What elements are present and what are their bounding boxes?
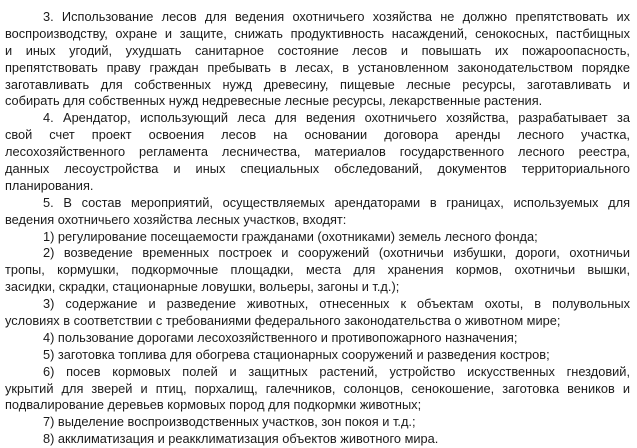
- paragraph-4: [5, 110, 630, 194]
- text-line: воспроизводству, охране и защите, снижать продуктивность насаждений, сенокосных, пастбищных: [5, 25, 630, 41]
- text-line: и иных угодий, ухудшать санитарное состояние лесов и повышать их пожароопасность,: [5, 42, 630, 58]
- text-line: свой счет проект освоения лесов на основании договора аренды лесного участка,: [5, 127, 630, 143]
- list-item-2: [5, 245, 630, 296]
- text-line: 4. Арендатор, использующий леса для ведения охотничьего хозяйства, разрабатывает за: [43, 110, 630, 126]
- text-line: укрытий для зверей и птиц, порхалищ, галечников, солонцов, сенокошение, заготовка веников и: [5, 380, 630, 396]
- text-line: 5) заготовка топлива для обогрева стационарных сооружений и разведения костров;: [43, 346, 550, 362]
- list-item-5: [5, 347, 630, 364]
- document-page: [5, 9, 630, 448]
- text-line: 2) возведение временных построек и сооружений (охотничьи избушки, дороги, охотничьи: [43, 245, 630, 261]
- text-line: тропы, кормушки, подкормочные площадки, места для хранения кормов, охотничьи вышки,: [5, 262, 630, 278]
- text-line: 8) акклиматизация и реакклиматизация объектов животного мира.: [43, 431, 439, 447]
- list-item-8: [5, 431, 630, 448]
- paragraph-5: [5, 195, 630, 229]
- text-line: 4) пользование дорогами лесохозяйственного и противопожарного назначения;: [43, 329, 518, 345]
- text-line: подвалирование деревьев кормовых пород для подкормки животных;: [5, 397, 422, 413]
- text-line: лесохозяйственного регламента лесничества, материалов государственного лесного реестра,: [5, 144, 630, 160]
- list-item-6: [5, 364, 630, 415]
- text-line: 1) регулирование посещаемости гражданами (охотниками) земель лесного фонда;: [43, 228, 538, 244]
- text-line: 6) посев кормовых полей и защитных растений, устройство искусственных гнездовий,: [43, 363, 630, 379]
- text-line: условиях в соответствии с требованиями федерального законодательства о животном мире;: [5, 313, 561, 329]
- text-line: 5. В состав мероприятий, осуществляемых арендаторами в границах, используемых для: [43, 194, 630, 210]
- text-line: препятствовать праву граждан пребывать в лесах, в установленном законодательством порядке: [5, 59, 630, 75]
- text-line: планирования.: [5, 177, 94, 193]
- text-line: ведения охотничьего хозяйства лесных участков, входят:: [5, 211, 347, 227]
- text-line: 7) выделение воспроизводственных участков, зон покоя и т.д.;: [43, 414, 416, 430]
- list-item-3: [5, 296, 630, 330]
- text-line: заготавливать для собственных нужд древесину, пищевые лесные ресурсы, заготавливать и: [5, 76, 630, 92]
- list-item-4: [5, 330, 630, 347]
- text-line: данных лесоустройства и иных специальных обследований, документов территориального: [5, 161, 630, 177]
- text-line: 3) содержание и разведение животных, отнесенных к объектам охоты, в полувольных: [43, 296, 630, 312]
- text-line: засидки, скрадки, стационарные ловушки, вольеры, загоны и т.д.);: [5, 279, 400, 295]
- text-line: собирать для собственных нужд недревесные лесные ресурсы, лекарственные растения.: [5, 93, 543, 109]
- paragraph-3: [5, 9, 630, 110]
- list-item-1: [5, 229, 630, 246]
- list-item-7: [5, 414, 630, 431]
- text-line: 3. Использование лесов для ведения охотничьего хозяйства не должно препятствовать их: [43, 9, 630, 24]
